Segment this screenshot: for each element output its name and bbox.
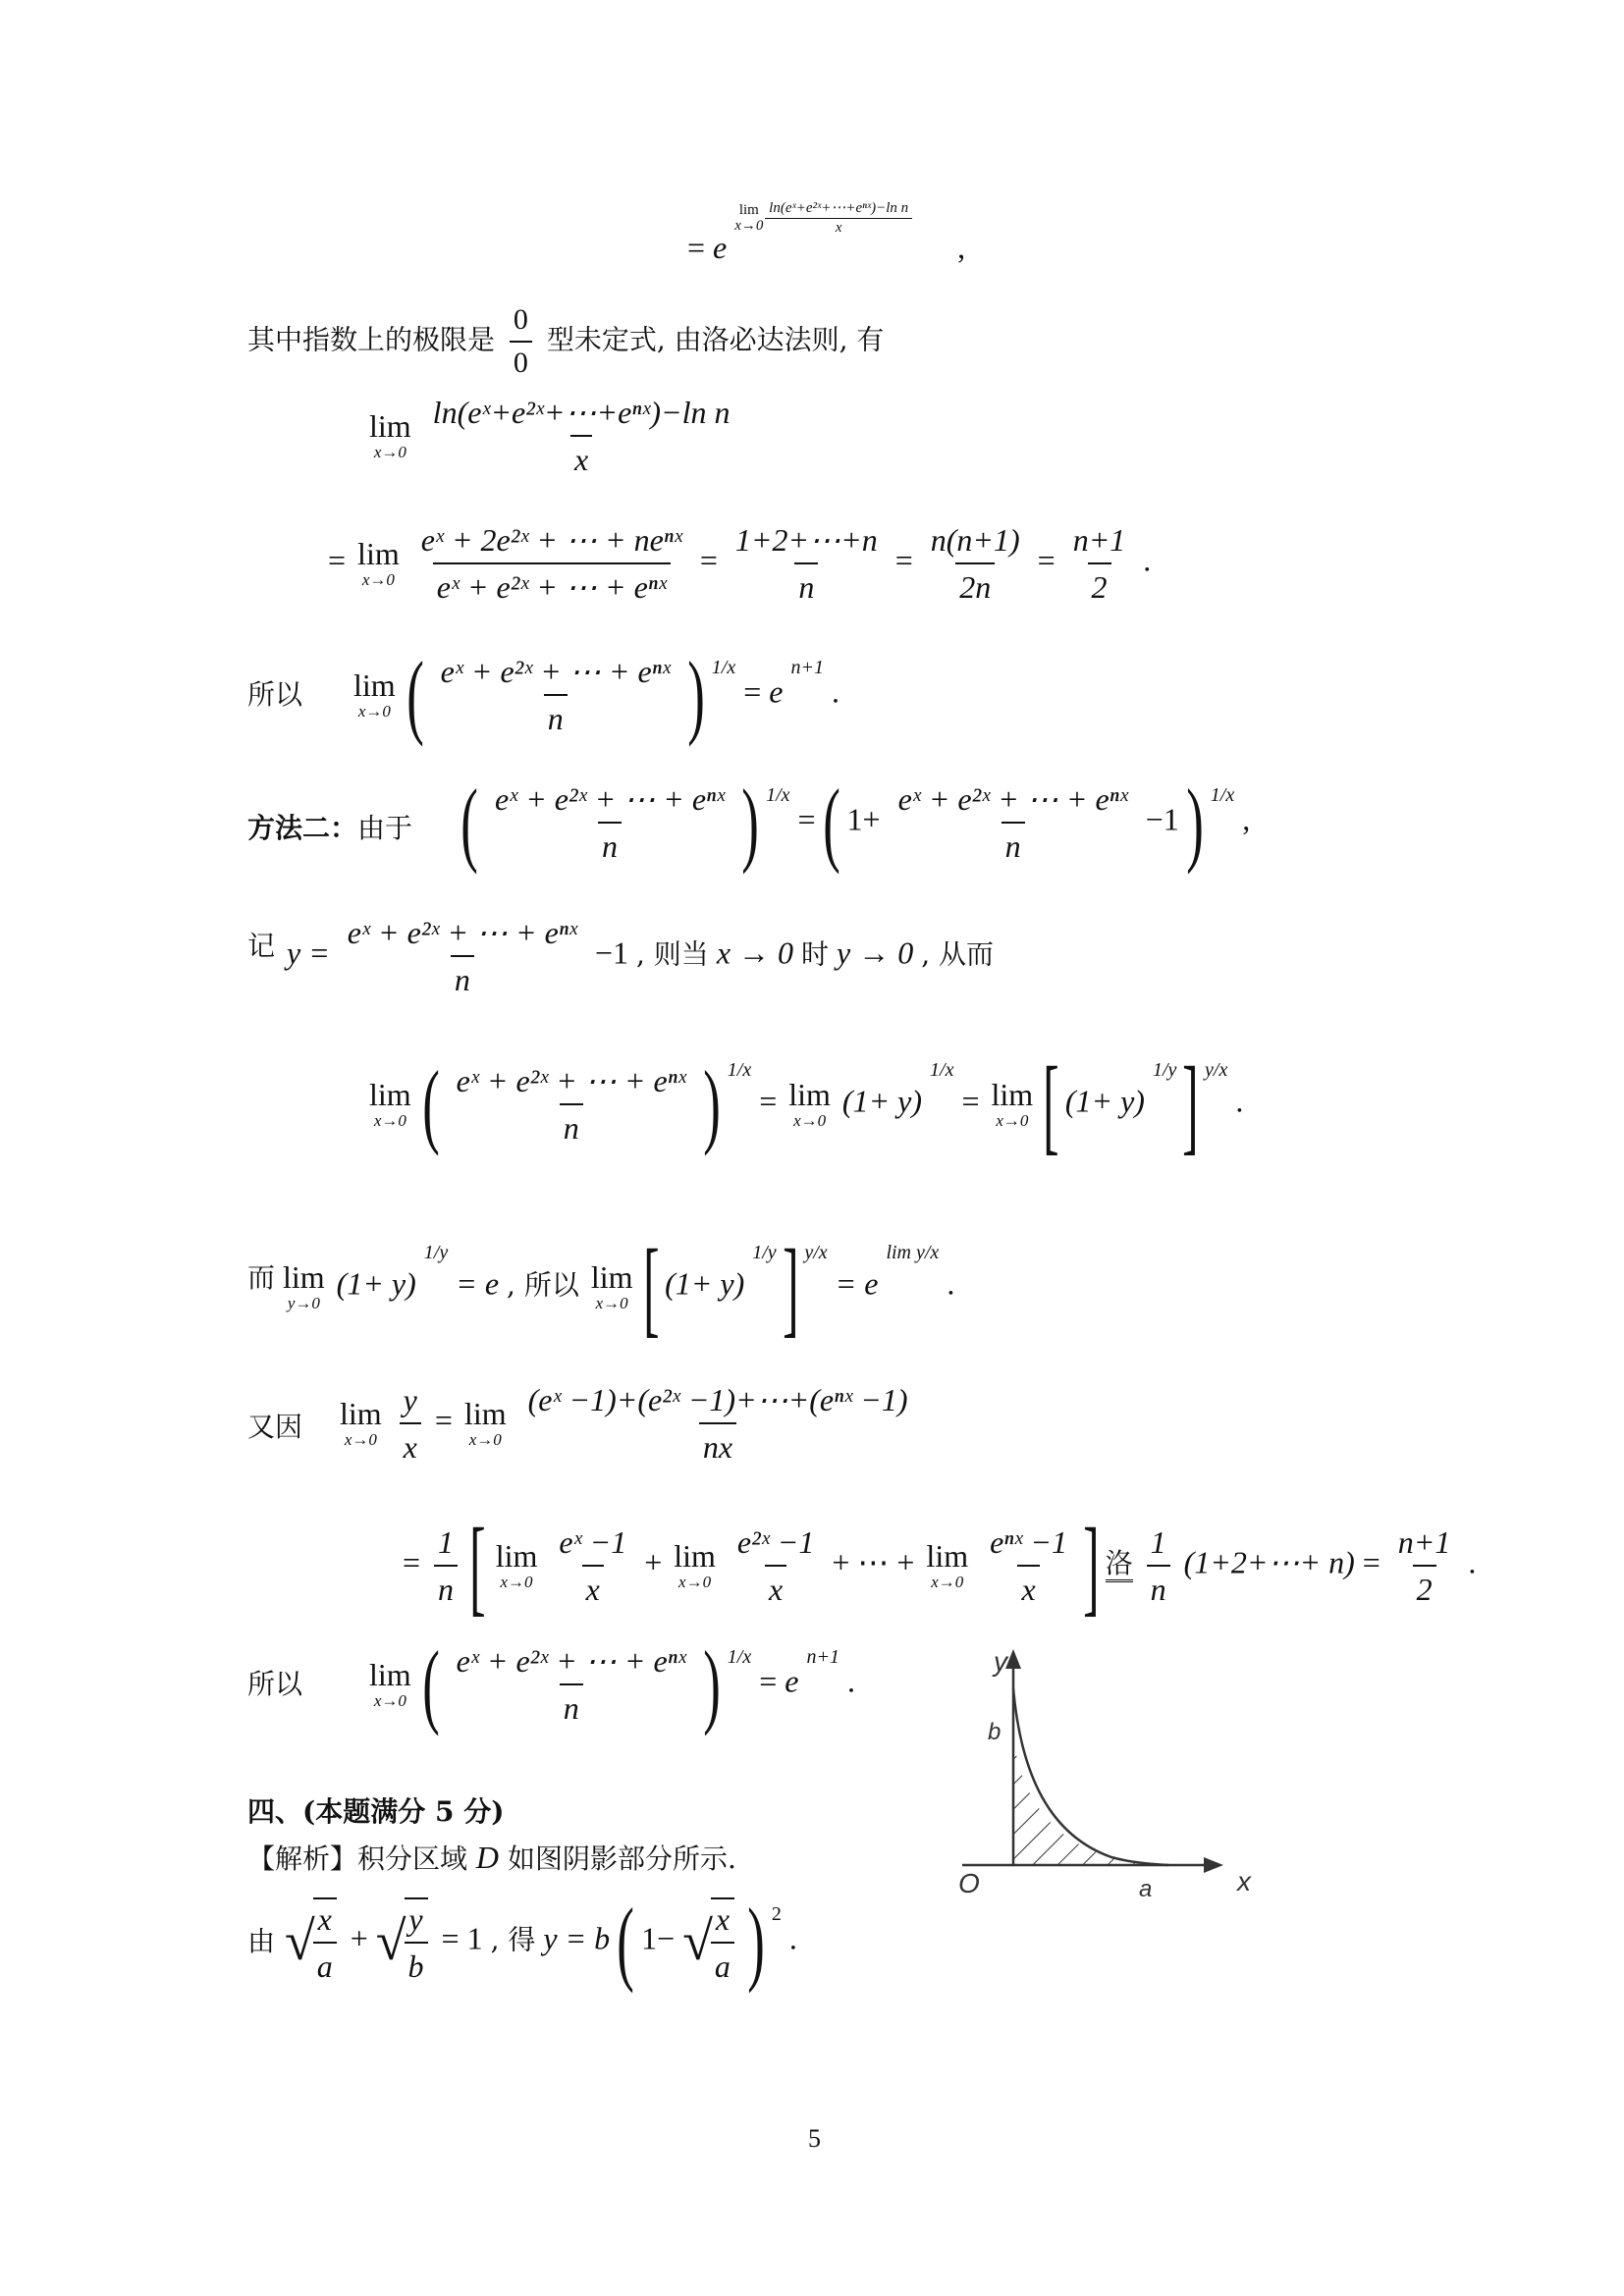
method1-conclusion-label: 所以 xyxy=(247,678,303,711)
label-o: O xyxy=(958,1868,980,1898)
youyin-label: 又因 xyxy=(247,1411,303,1443)
shaded-region xyxy=(1013,1737,1144,1865)
label-y: y xyxy=(994,1646,1007,1677)
lhopital-limit: lim x→0 $\frac{\text{ln(eˣ+e²ˣ+⋯+eⁿˣ)−ln n}}{x}$ xyxy=(369,395,731,477)
label-a: a xyxy=(1139,1876,1153,1902)
exp-limit-equation: = e lim x→0 ln(eˣ+e²ˣ+⋯+eⁿˣ)−ln n x , xyxy=(687,200,966,265)
substitution-formula: y = $\frac{\text{eˣ + e²ˣ + ⋯ + eⁿˣ}}{n}$ −1 , 则当 x → 0 时 y → 0 , 从而 xyxy=(287,915,995,997)
method2-label: 方法二：由于 xyxy=(247,812,413,844)
y-over-x-limit: lim x→0 $\frac{y}{x}$ = lim x→0 $\frac{\text{(eˣ −1)+(e²ˣ −1)+⋯+(eⁿˣ −1)}}{nx}$ xyxy=(340,1382,908,1465)
method2-transform: lim x→0 ( $\frac{\text{eˣ + e²ˣ + ⋯ + eⁿˣ}}{n}$ ) 1/x = lim x→0 (1+ y) 1/x = lim x→0 [ (1+ y) 1/y ] y/x . xyxy=(369,1044,1244,1164)
method1-conclusion: lim x→0 ( $\frac{\text{eˣ + e²ˣ + ⋯ + eⁿˣ}}{n}$ ) 1/x = e n+1 . xyxy=(353,642,839,747)
lhopital-result: = lim x→0 $\frac{\text{eˣ + 2e²ˣ + ⋯ + neⁿˣ}}{\text{eˣ + e²ˣ + ⋯ + eⁿˣ}}$ = $\frac{1+2+\cdots+n}{n}$ = $\frac{n(n+1)}{2n}$ = $\frac{n+1}{2}$ . xyxy=(328,522,1152,605)
method2-conclusion-label: 所以 xyxy=(247,1668,303,1700)
substitution-text: 记 xyxy=(247,930,276,962)
you-label: 由 xyxy=(247,1925,276,1957)
y-axis-arrow xyxy=(1005,1649,1021,1669)
er-label: 而 xyxy=(247,1261,276,1294)
section-4-heading: 四、(本题满分 5 分) xyxy=(247,1795,505,1828)
e-limit-identity: lim y→0 (1+ y) 1/y = e , 所以 lim x→0 [ (1+ y) 1/y ] y/x = e lim y/x . xyxy=(283,1227,955,1347)
x-axis-arrow xyxy=(1204,1857,1223,1873)
method2-conclusion: lim x→0 ( $\frac{\text{eˣ + e²ˣ + ⋯ + eⁿˣ}}{n}$ ) 1/x = e n+1 . xyxy=(369,1631,855,1736)
label-x: x xyxy=(1237,1866,1251,1896)
analysis-line: 【解析】积分区域 D 如图阴影部分所示. xyxy=(247,1840,736,1875)
method2-identity: ( $\frac{\text{eˣ + e²ˣ + ⋯ + eⁿˣ}}{n}$ ) 1/x = ( 1+ $\frac{\text{eˣ + e²ˣ + ⋯ + eⁿˣ}}{n}$ −1 ) 1/x , xyxy=(460,770,1251,875)
y-over-x-result: = $\frac{1}{n}$ [ lim x→0 $\frac{\text{eˣ −1}}{x}$ + lim x→0 $\frac{\text{e²ˣ −1}}{x}$ + ⋯ + lim x→0 $\frac{\text{eⁿˣ −1}}{x}$ ] 洛 $\frac{1}{n}$ (1+2+⋯+ n) = $\frac{n+1}{2}$ . xyxy=(403,1506,1477,1626)
page-number: 5 xyxy=(808,2124,821,2153)
region-figure xyxy=(943,1629,1276,1914)
curve-equation: √ $\frac{x}{a}$ + √ $\frac{y}{b}$ = 1 , 得 y = b ( 1− √ $\frac{x}{a}$ ) 2 . xyxy=(285,1889,797,1994)
zero-over-zero-text: 其中指数上的极限是 $\frac{0}{0}$ 型未定式, 由洛必达法则, 有 xyxy=(247,303,885,379)
label-b: b xyxy=(988,1719,1001,1745)
